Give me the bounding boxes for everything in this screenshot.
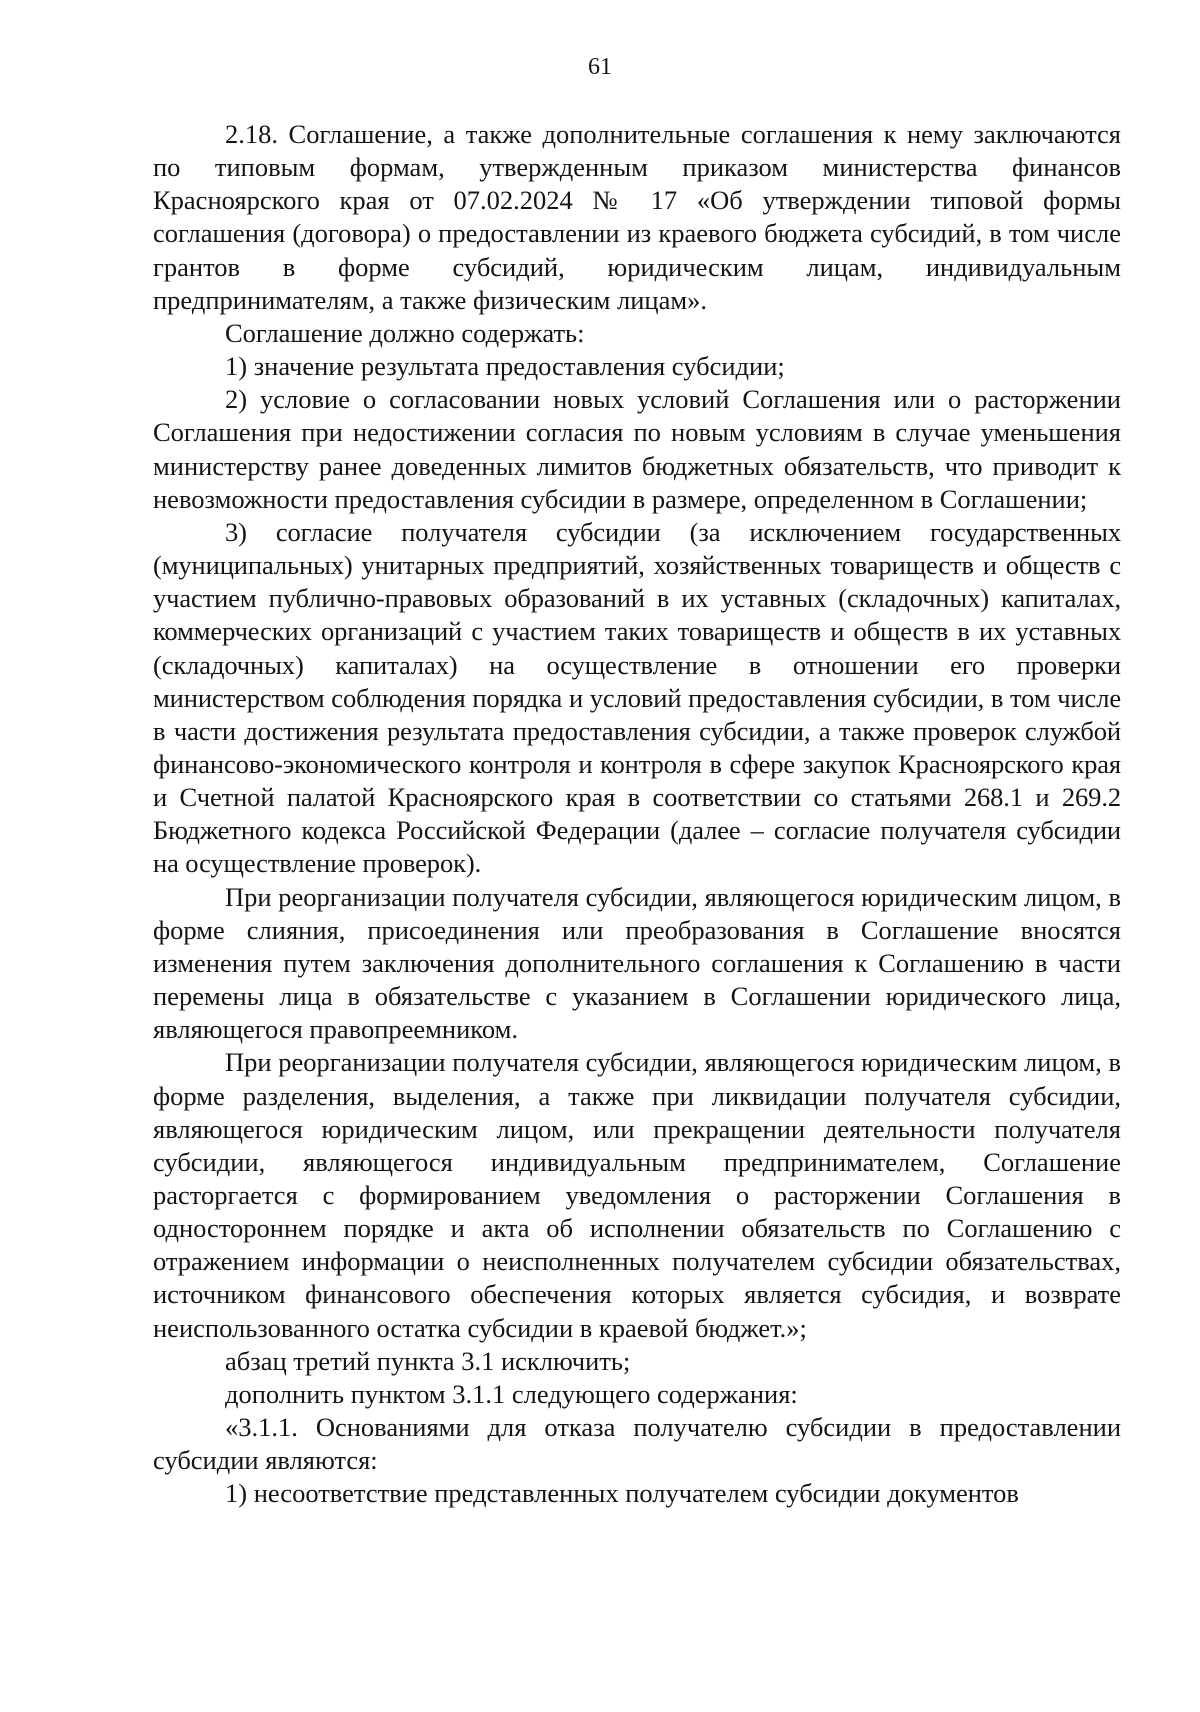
document-body: [153, 118, 1121, 1511]
list-item-1-result-value: 1) значение результата предоставления субсидии;: [225, 351, 785, 382]
paragraph-reorganization-division: При реорганизации получателя субсидии, являющегося юридическим лицом, в форме разделения, выделения, а также при ликвидации получателя субсидии, являющегося юридическим лицом, или прекращении деятельности получателя субсидии, являющегося индивидуальным предпринимателем, Соглашение расторгается с формированием уведомления о расторжении Соглашения в одностороннем порядке и акта об исполнении обязательств по Соглашению с отражением информации о неисполненных получателем субсидии обязательствах, источником финансового обеспечения которых является субсидия, и возврате неиспользованного остатка субсидии в краевой бюджет.»;: [153, 1047, 1121, 1343]
paragraph-agreement-must-contain: Соглашение должно содержать:: [225, 317, 585, 348]
paragraph-2-18: 2.18. Соглашение, а также дополнительные соглашения к нему заключаются по типовым формам, утвержденным приказом министерства финансов Красноярского края от 07.02.2024 № 17 «Об утверждении типовой формы соглашения (договора) о предоставлении из краевого бюджета субсидий, в том числе грантов в форме субсидий, юридическим лицам, индивидуальным предпринимателям, а также физическим лицам».: [153, 119, 1121, 315]
paragraph-exclude-3-1: абзац третий пункта 3.1 исключить;: [225, 1345, 631, 1376]
page-number: 61: [588, 54, 612, 80]
paragraph-3-1-1-refusal-grounds: «3.1.1. Основаниями для отказа получателю субсидии в предоставлении субсидии являются:: [153, 1412, 1121, 1476]
paragraph-reorganization-merger: При реорганизации получателя субсидии, являющегося юридическим лицом, в форме слияния, присоединения или преобразования в Соглашение вносятся изменения путем заключения дополнительного соглашения к Соглашению в части перемены лица в обязательстве с указанием в Соглашении юридического лица, являющегося правопреемником.: [153, 881, 1121, 1045]
list-item-3-recipient-consent: 3) согласие получателя субсидии (за исключением государственных (муниципальных) унитарных предприятий, хозяйственных товариществ и обществ с участием публично-правовых образований в их уставных (складочных) капиталах, коммерческих организаций с участием таких товариществ и обществ в их уставных (складочных) капиталах) на осуществление в отношении его проверки министерством соблюдения порядка и условий предоставления субсидии, в том числе в части достижения результата предоставления субсидии, а также проверок службой финансово-экономического контроля и контроля в сфере закупок Красноярского края и Счетной палатой Красноярского края в соответствии со статьями 268.1 и 269.2 Бюджетного кодекса Российской Федерации (далее – согласие получателя субсидии на осуществление проверок).: [153, 516, 1121, 879]
paragraph-add-3-1-1: дополнить пунктом 3.1.1 следующего содержания:: [225, 1378, 798, 1409]
list-item-1-document-mismatch: 1) несоответствие представленных получателем субсидии документов: [225, 1478, 1019, 1509]
list-item-2-new-conditions: 2) условие о согласовании новых условий Соглашения или о расторжении Соглашения при недостижении согласия по новым условиям в случае уменьшения министерству ранее доведенных лимитов бюджетных обязательств, что приводит к невозможности предоставления субсидии в размере, определенном в Соглашении;: [153, 384, 1121, 514]
